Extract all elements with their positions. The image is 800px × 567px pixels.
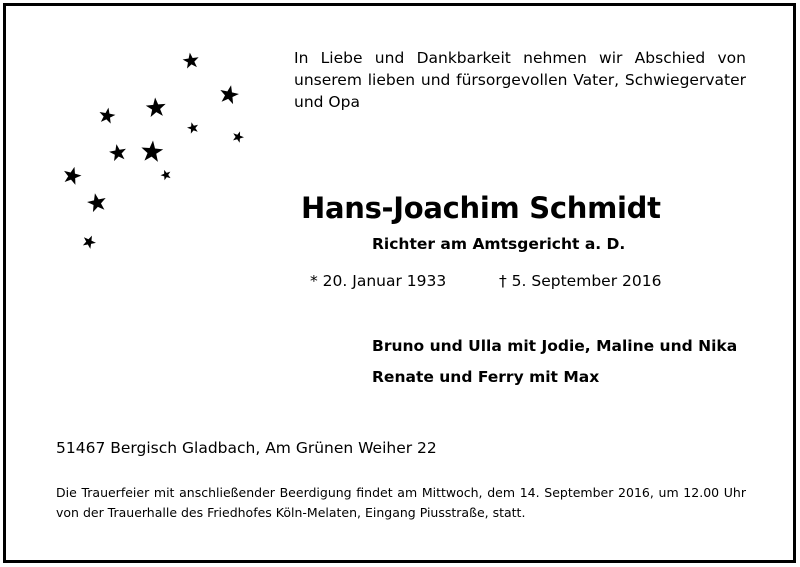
funeral-info: Die Trauerfeier mit anschließender Beerdigung findet am Mittwoch, dem 14. September 2016, um 12.00 Uhr von der Trauerhalle des Friedhofes Köln-Melaten, Eingang Piusstraße, statt. bbox=[56, 485, 746, 520]
star-icon bbox=[81, 233, 98, 250]
family-address: 51467 Bergisch Gladbach, Am Grünen Weiher 22 bbox=[56, 439, 437, 457]
star-icon bbox=[86, 191, 108, 213]
star-icon bbox=[182, 51, 200, 68]
star-icon bbox=[159, 168, 172, 181]
star-icon bbox=[98, 106, 117, 124]
mourner-line: Renate und Ferry mit Max bbox=[372, 368, 600, 386]
star-icon bbox=[145, 97, 167, 118]
star-icon bbox=[108, 143, 128, 162]
mourner-line: Bruno und Ulla mit Jodie, Maline und Nika bbox=[372, 337, 738, 355]
star-icon bbox=[186, 121, 200, 134]
intro-text: In Liebe und Dankbarkeit nehmen wir Abschied von unserem lieben und fürsorgevollen Vater, Schwiegervater und Opa bbox=[294, 49, 746, 111]
deceased-title: Richter am Amtsgericht a. D. bbox=[372, 235, 626, 253]
star-icon bbox=[140, 140, 164, 163]
star-icon bbox=[231, 129, 245, 143]
star-icon bbox=[218, 83, 240, 105]
birth-date: * 20. Januar 1933 bbox=[310, 272, 447, 290]
death-date: † 5. September 2016 bbox=[499, 272, 662, 290]
star-icon bbox=[61, 164, 83, 185]
deceased-name: Hans-Joachim Schmidt bbox=[301, 191, 661, 225]
